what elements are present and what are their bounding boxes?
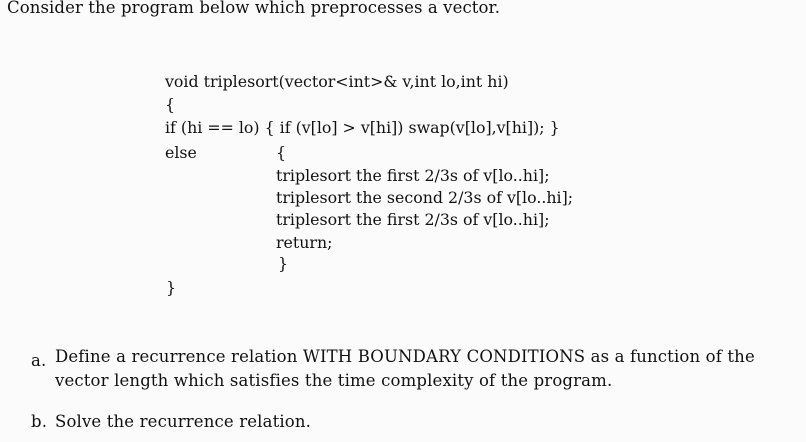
code-close-brace: }	[166, 278, 177, 297]
code-statement-1: triplesort the first 2/3s of v[lo..hi];	[276, 166, 550, 185]
question-a-line-1: Define a recurrence relation WITH BOUNDARY CONDITIONS as a function of the	[55, 347, 755, 366]
question-a-label: a.	[31, 351, 47, 370]
question-a-line-2: vector length which satisfies the time complexity of the program.	[55, 371, 613, 390]
code-signature: void triplesort(vector<int>& v,int lo,int hi)	[165, 72, 509, 91]
code-statement-2: triplesort the second 2/3s of v[lo..hi];	[276, 188, 574, 207]
code-inner-open-brace: {	[276, 143, 287, 162]
question-b-label: b.	[31, 412, 48, 431]
code-if-line: if (hi == lo) { if (v[lo] > v[hi]) swap(v[lo],v[hi]); }	[165, 118, 560, 137]
code-inner-close-brace: }	[278, 254, 289, 273]
question-b-line-1: Solve the recurrence relation.	[55, 412, 312, 431]
code-return: return;	[276, 233, 333, 252]
code-statement-3: triplesort the first 2/3s of v[lo..hi];	[276, 210, 550, 229]
code-open-brace: {	[165, 95, 176, 114]
intro-text: Consider the program below which preprocesses a vector.	[7, 0, 501, 17]
code-else: else	[165, 143, 197, 162]
